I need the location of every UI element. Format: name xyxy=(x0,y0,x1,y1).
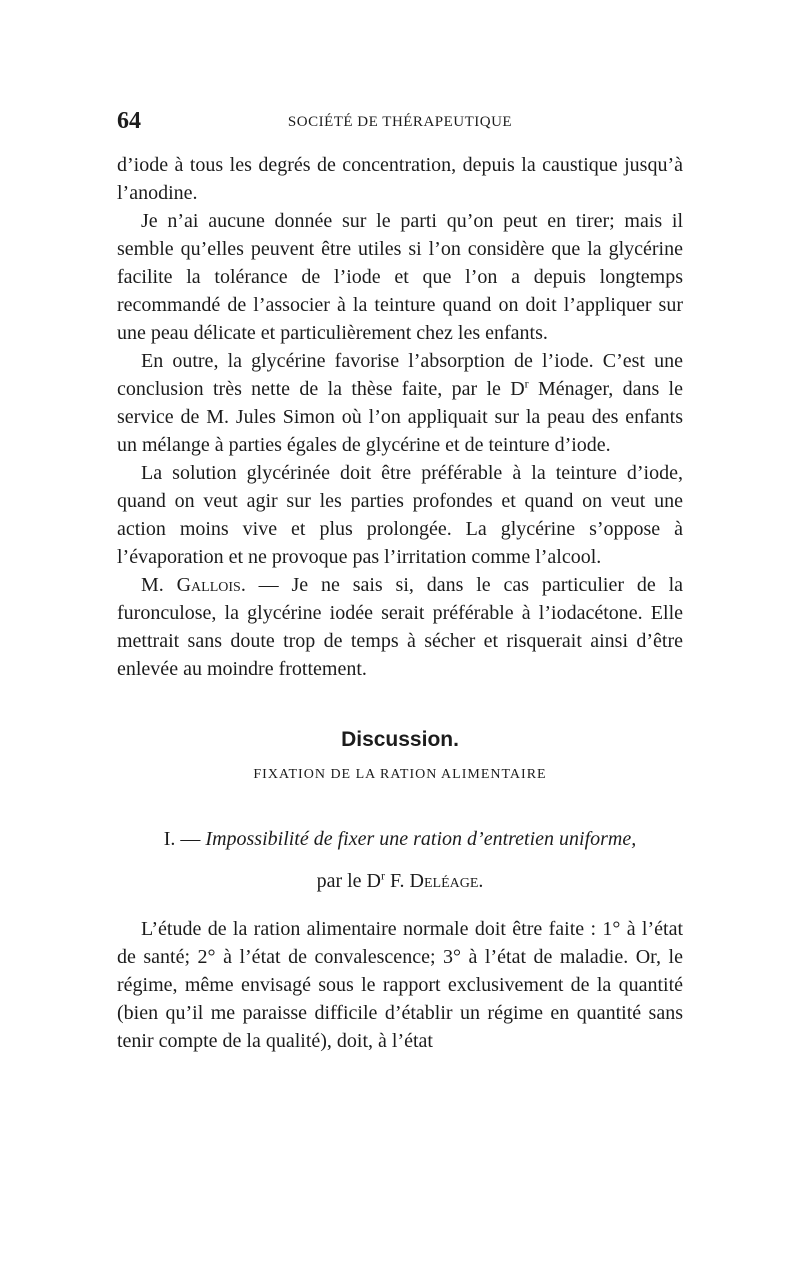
byline-prefix: par le D xyxy=(316,870,381,892)
page-number: 64 xyxy=(117,108,141,134)
article-title xyxy=(117,828,683,851)
section-subheading: FIXATION DE LA RATION ALIMENTAIRE xyxy=(253,767,547,782)
paragraph-text: — Je ne sais si, dans le cas particulier de la furonculose, la glycérine iodée serait préférable à l’iodacétone. Elle mettrait sans doute trop de temps à sécher et risquerait ainsi d’être enlevée au moindre frottement. xyxy=(117,574,684,680)
page-header xyxy=(117,108,683,140)
paragraph: La solution glycérinée doit être préférable à la teinture d’iode, quand on veut agir sur les parties profondes et quand on veut une action moins vive et plus prolongée. La glycérine s’oppose à l’évaporation et ne provoque pas l’irritation comme l’alcool. xyxy=(117,462,683,568)
author-name: F. Deléage. xyxy=(385,870,484,892)
paragraph xyxy=(117,347,683,459)
paragraph-text: En outre, la glycérine favorise l’absorption de l’iode. C’est une conclusion très nette de la thèse faite, par le D xyxy=(117,350,683,400)
paragraph xyxy=(117,571,683,683)
paragraph-continued: d’iode à tous les degrés de concentration, depuis la caustique jusqu’à l’anodine. xyxy=(117,154,683,204)
running-head: SOCIÉTÉ DE THÉRAPEUTIQUE xyxy=(287,114,513,130)
paragraph-text: Ménager, dans le service de M. Jules Simon où l’on appliquait sur la peau des enfants un mélange à parties égales de glycérine et de teinture d’iode. xyxy=(117,378,683,456)
byline xyxy=(117,870,683,893)
speaker-name: M. Gallois. xyxy=(141,574,246,596)
paragraph: L’étude de la ration alimentaire normale doit être faite : 1° à l’état de santé; 2° à l’état de convalescence; 3° à l’état de maladie. Or, le régime, même envisagé sous le rapport exclusivement de la quantité (bien qu’il me paraisse difficile d’établir un régime en quantité sans tenir compte de la qualité), doit, à l’état xyxy=(117,918,683,1052)
section-heading: Discussion. xyxy=(341,728,459,751)
body-text-bottom xyxy=(117,915,683,1055)
superscript: r xyxy=(524,376,529,391)
article-title-text: Impossibilité de fixer une ration d’entretien uniforme, xyxy=(205,828,637,850)
superscript: r xyxy=(381,868,385,883)
article-number: I. — xyxy=(163,828,206,850)
paragraph: Je n’ai aucune donnée sur le parti qu’on peut en tirer; mais il semble qu’elles peuvent être utiles si l’on considère que la glycérine facilite la tolérance de l’iode et que l’on a depuis longtemps recommandé de l’associer à la teinture quand on doit l’appliquer sur une peau délicate et particulièrement chez les enfants. xyxy=(117,210,683,344)
body-text-top xyxy=(117,151,683,683)
